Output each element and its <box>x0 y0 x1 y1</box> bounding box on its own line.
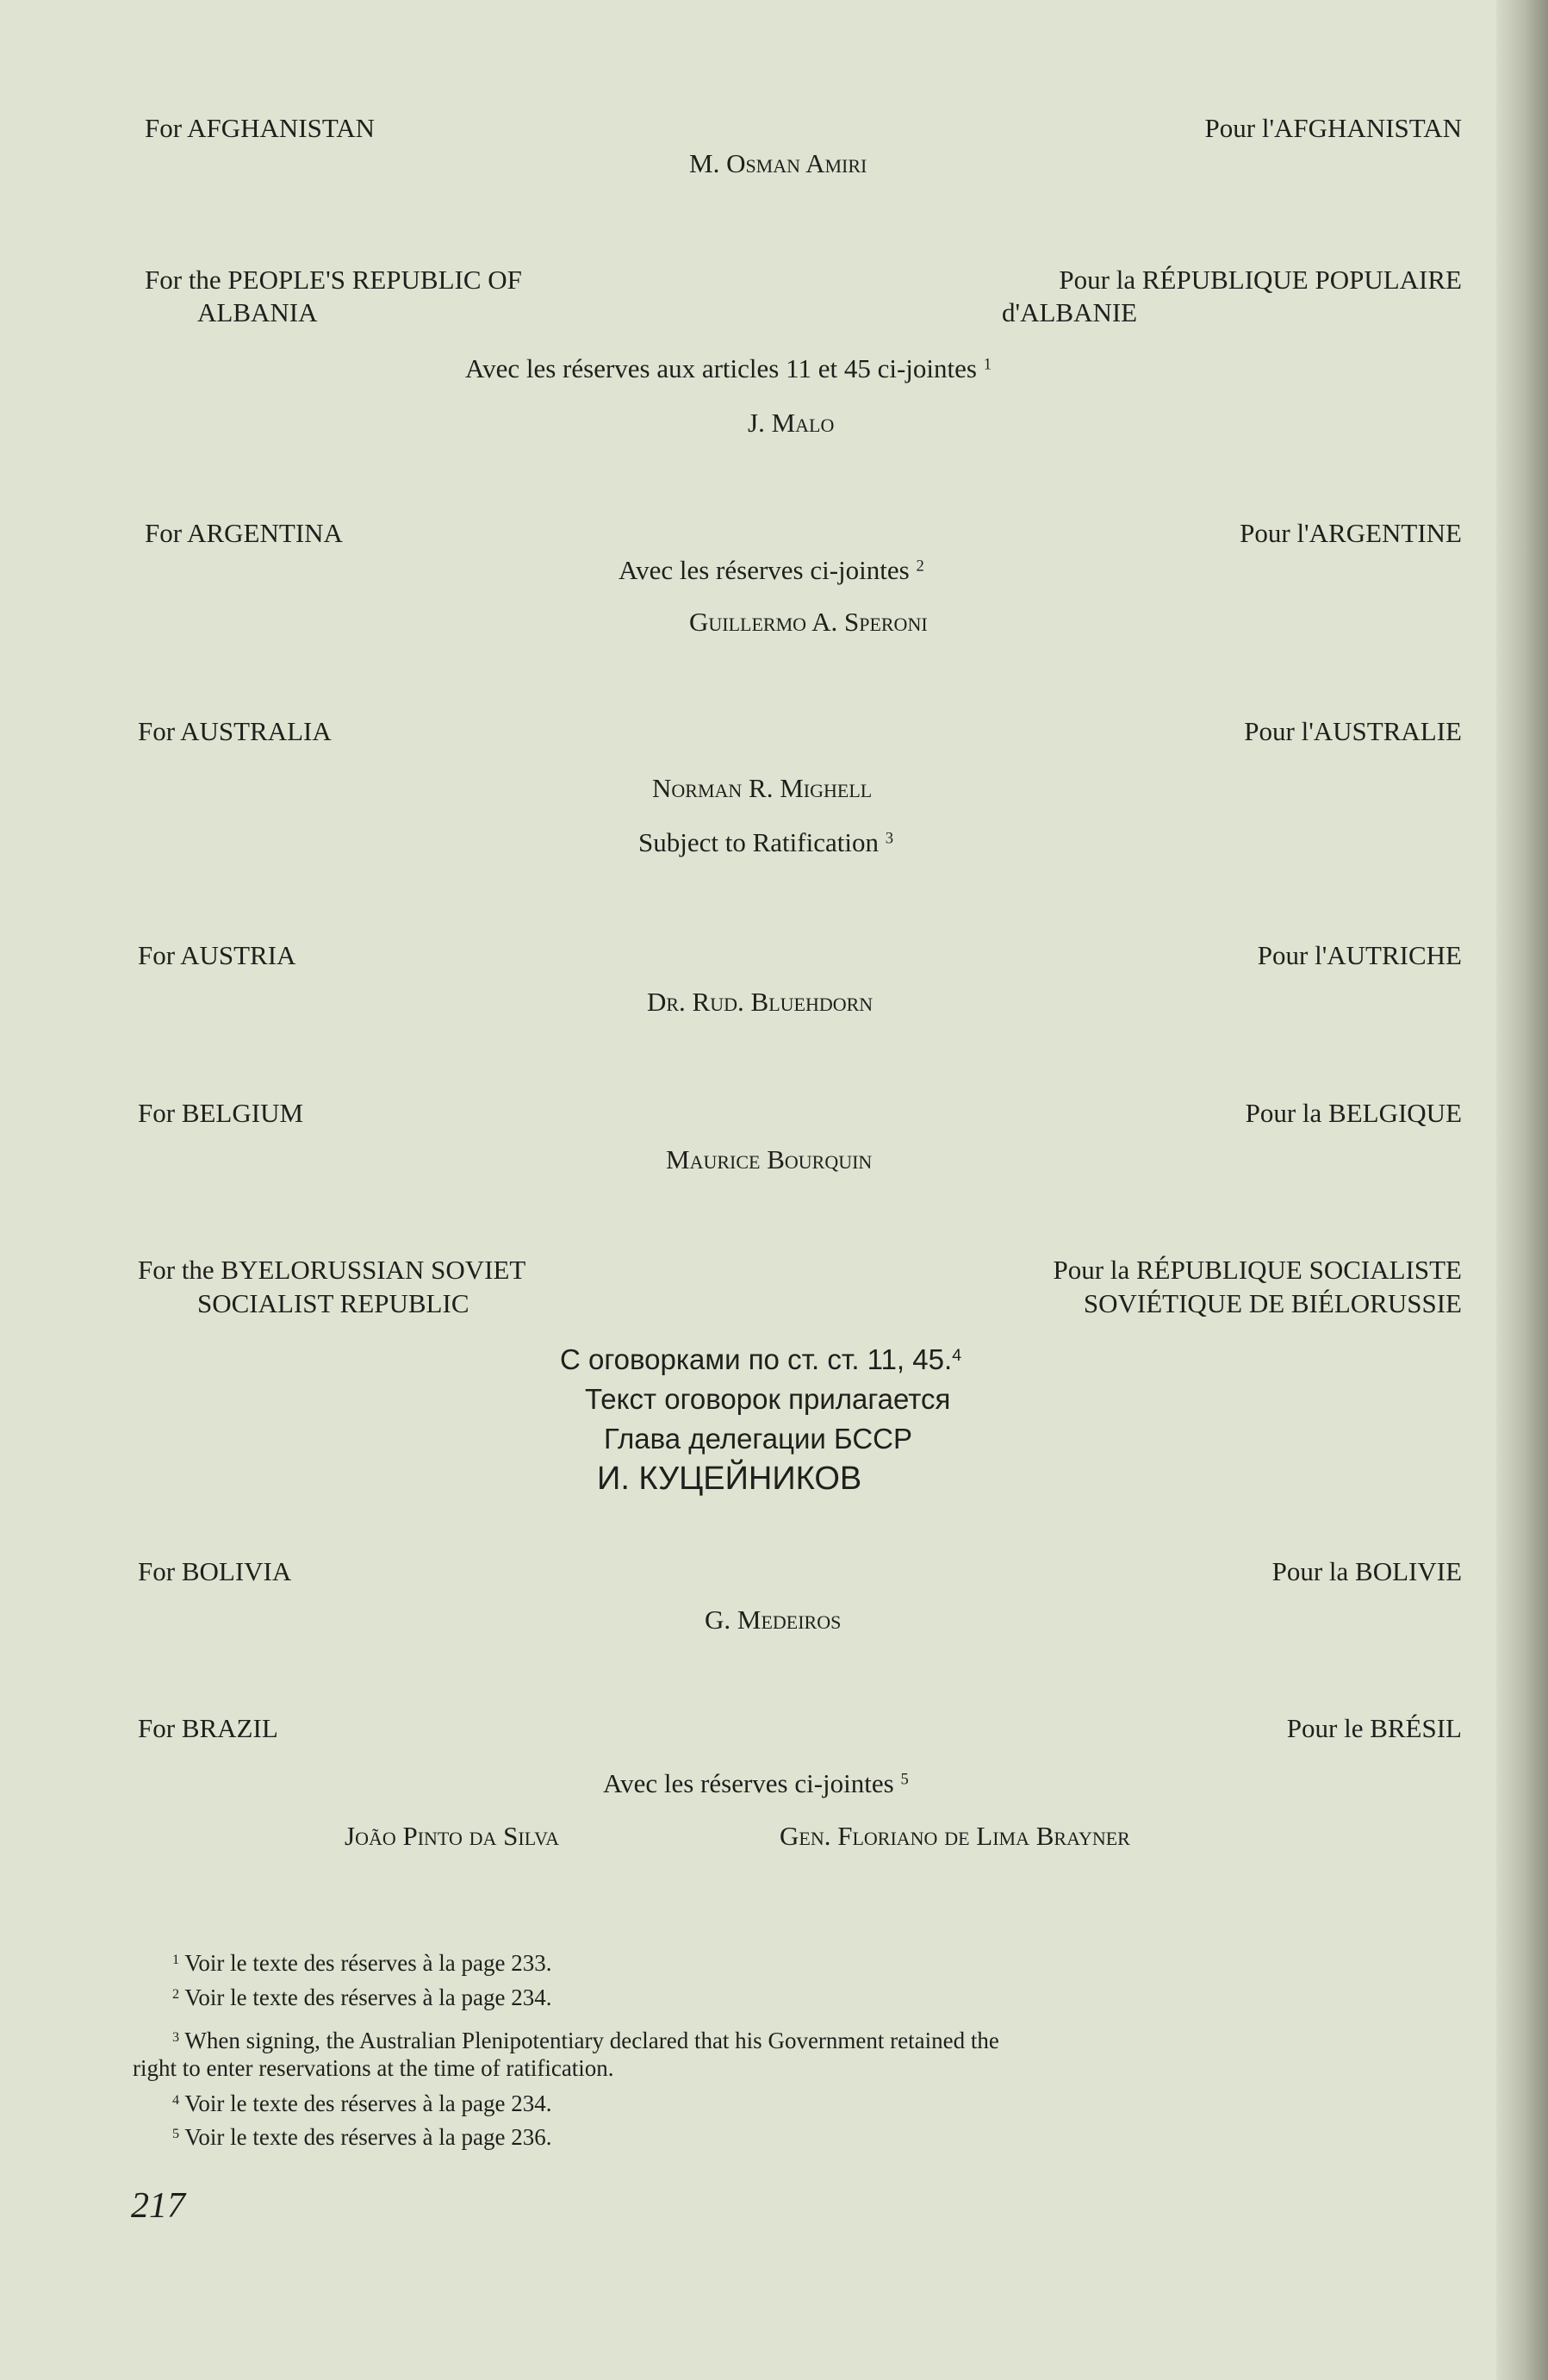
footnote-4: $^4$ Voir le texte des réserves à la page 234. <box>172 2090 552 2116</box>
cyrillic-signer-name: И. КУЦЕЙНИКОВ <box>597 1461 862 1497</box>
footnote-ref-2: 2 <box>916 557 924 576</box>
entry-fr-byelorussia-line2: SOVIÉTIQUE DE BIÉLORUSSIE <box>1083 1288 1462 1318</box>
entry-en-albania-line2: ALBANIA <box>197 297 318 327</box>
entry-fr-australia: Pour l'AUSTRALIE <box>1244 716 1462 746</box>
entry-en-byelorussia-line1: For the BYELORUSSIAN SOVIET <box>138 1255 526 1285</box>
signer-australia: Norman R. Mighell <box>652 773 873 803</box>
footnote-ref-5: 5 <box>900 1770 909 1789</box>
footnote-ref-4: 4 <box>952 1346 962 1366</box>
entry-fr-belgium: Pour la BELGIQUE <box>1245 1098 1462 1128</box>
entry-en-argentina: For ARGENTINA <box>145 518 343 548</box>
ratification-note-australia: Subject to Ratification $^3$ <box>638 827 893 857</box>
entry-en-albania-line1: For the PEOPLE'S REPUBLIC OF <box>145 265 522 295</box>
footnote-1: $^1$ Voir le texte des réserves à la page 233. <box>172 1950 552 1976</box>
signer-bolivia: G. Medeiros <box>705 1604 842 1635</box>
footnote-5: $^5$ Voir le texte des réserves à la page 236. <box>172 2124 552 2150</box>
page-number: 217 <box>131 2186 185 2226</box>
entry-fr-argentina: Pour l'ARGENTINE <box>1240 518 1462 548</box>
cyrillic-text-annexed: Текст оговорок прилагается <box>585 1383 951 1415</box>
signer-brazil-1: João Pinto da Silva <box>345 1821 560 1851</box>
footnote-ref-3: 3 <box>885 829 893 848</box>
signer-argentina: Guillermo A. Speroni <box>689 607 928 637</box>
reservation-note-brazil: Avec les réserves ci-jointes $^5$ <box>603 1768 909 1798</box>
footnote-3-continuation: right to enter reservations at the time of ratification. <box>133 2055 614 2081</box>
entry-en-afghanistan: For AFGHANISTAN <box>145 113 376 143</box>
signer-afghanistan: M. Osman Amiri <box>689 148 867 178</box>
entry-fr-bolivia: Pour la BOLIVIE <box>1271 1556 1462 1586</box>
reservation-note-albania: Avec les réserves aux articles 11 et 45 ci-jointes $^1$ <box>465 353 992 383</box>
entry-fr-austria: Pour l'AUTRICHE <box>1257 940 1462 970</box>
entry-en-austria: For AUSTRIA <box>138 940 296 970</box>
entry-fr-afghanistan: Pour l'AFGHANISTAN <box>1204 113 1462 143</box>
entry-fr-albania-line2: d'ALBANIE <box>1002 297 1138 327</box>
entry-fr-byelorussia-line1: Pour la RÉPUBLIQUE SOCIALISTE <box>1053 1255 1462 1285</box>
entry-fr-albania-line1: Pour la RÉPUBLIQUE POPULAIRE <box>1059 265 1462 295</box>
signer-belgium: Maurice Bourquin <box>666 1144 873 1174</box>
entry-en-belgium: For BELGIUM <box>138 1098 304 1128</box>
signer-austria: Dr. Rud. Bluehdorn <box>647 987 873 1017</box>
cyrillic-delegation-head: Глава делегации БССР <box>604 1423 912 1455</box>
footnote-2: $^2$ Voir le texte des réserves à la page 234. <box>172 1984 552 2010</box>
signer-brazil-2: Gen. Floriano de Lima Brayner <box>780 1821 1130 1851</box>
entry-en-bolivia: For BOLIVIA <box>138 1556 292 1586</box>
entry-en-australia: For AUSTRALIA <box>138 716 332 746</box>
footnote-3: $^3$ When signing, the Australian Plenipotentiary declared that his Government retained the <box>172 2028 999 2053</box>
entry-fr-brazil: Pour le BRÉSIL <box>1286 1713 1462 1743</box>
signer-albania: J. Malo <box>748 408 835 438</box>
entry-en-brazil: For BRAZIL <box>138 1713 278 1743</box>
footnote-ref-1: 1 <box>983 355 992 374</box>
reservation-note-argentina: Avec les réserves ci-jointes $^2$ <box>619 555 924 585</box>
cyrillic-reservation-line: С оговорками по ст. ст. 11, 45.$^4$ <box>560 1343 962 1375</box>
entry-en-byelorussia-line2: SOCIALIST REPUBLIC <box>197 1288 469 1318</box>
book-spine-shadow <box>1496 0 1548 2380</box>
